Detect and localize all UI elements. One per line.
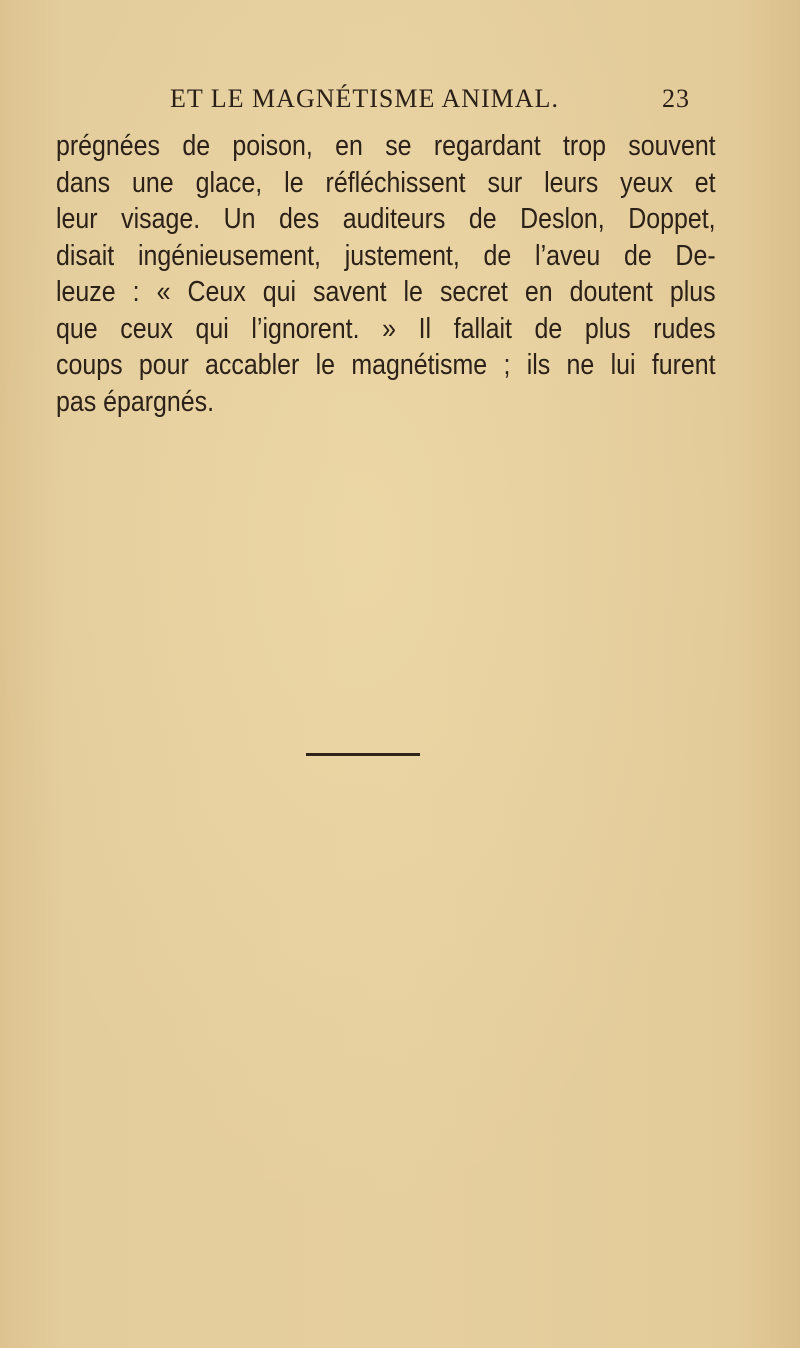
text-line: dans une glace, le réfléchissent sur leurs yeux et	[56, 166, 716, 199]
page-number: 23	[662, 84, 690, 113]
text-line: leuze : « Ceux qui savent le secret en doutent plus	[56, 276, 716, 308]
text-line: disait ingénieusement, justement, de l’aveu de De-	[56, 239, 716, 272]
page-header	[170, 84, 690, 118]
running-head: ET LE MAGNÉTISME ANIMAL.	[170, 84, 559, 113]
text-line: que ceux qui l’ignorent. » Il fallait de plus rudes	[56, 312, 716, 345]
text-line: leur visage. Un des auditeurs de Deslon, Doppet,	[56, 203, 716, 235]
text-line: coups pour accabler le magnétisme ; ils ne lui furent	[56, 349, 716, 381]
section-divider	[306, 753, 420, 756]
text-line: pas épargnés.	[56, 385, 215, 418]
text-line: prégnées de poison, en se regardant trop souvent	[56, 130, 716, 162]
body-paragraph	[56, 128, 716, 420]
